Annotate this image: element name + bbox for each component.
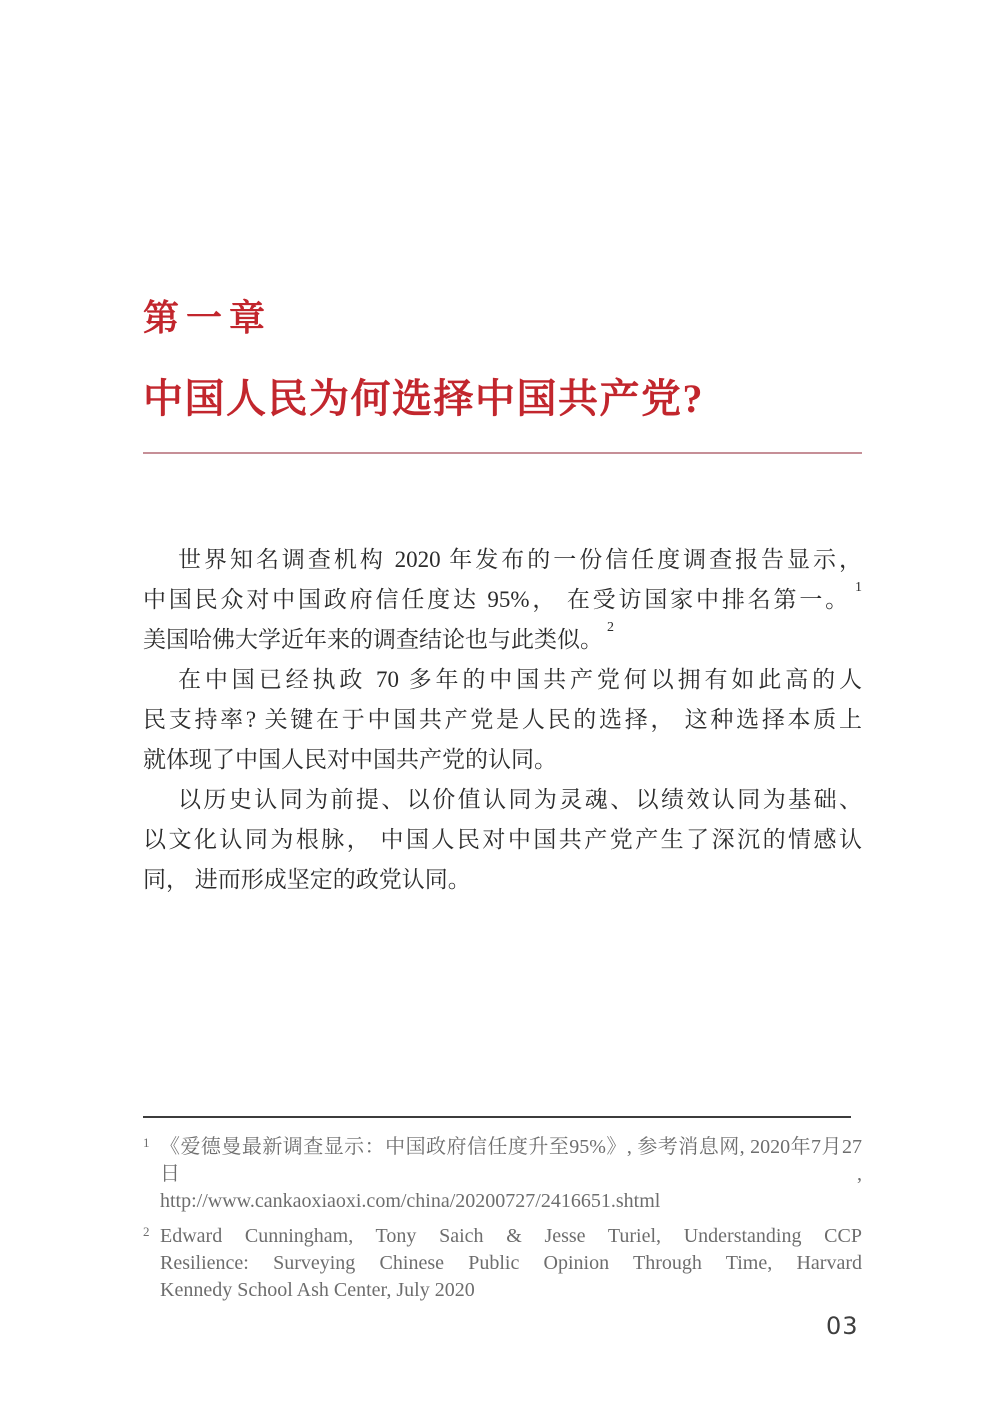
body-line bbox=[143, 700, 862, 740]
body-line-text: 民支持率? 关键在于中国共产党是人民的选择， 这种选择本质上 bbox=[143, 707, 862, 732]
footnote-reference: 1 bbox=[855, 579, 862, 595]
title-rule bbox=[143, 452, 862, 454]
footnote bbox=[143, 1134, 862, 1215]
body-line bbox=[143, 580, 862, 620]
page-number: 03 bbox=[826, 1312, 859, 1340]
body-line bbox=[143, 740, 862, 780]
footnote-line: 《爱德曼最新调查显示：中国政府信任度升至95%》, 参考消息网, 2020年7月27日, bbox=[160, 1136, 862, 1185]
body-line bbox=[143, 620, 862, 660]
body-line-text: 世界知名调查机构 2020 年发布的一份信任度调查报告显示， bbox=[178, 547, 862, 572]
footnote-line: http://www.cankaoxiaoxi.com/china/20200727/2416651.shtml bbox=[160, 1190, 661, 1212]
body-line bbox=[143, 540, 862, 580]
body-line-text: 中国民众对中国政府信任度达 95%， 在受访国家中排名第一。 bbox=[143, 587, 851, 612]
footnote-line: Resilience: Surveying Chinese Public Opinion Through Time, Harvard bbox=[160, 1252, 862, 1274]
footnotes-section bbox=[143, 1134, 862, 1304]
footnote-marker: 1 bbox=[143, 1135, 150, 1150]
body-line-text: 在中国已经执政 70 多年的中国共产党何以拥有如此高的人 bbox=[178, 667, 862, 692]
chapter-title: 中国人民为何选择中国共产党? bbox=[143, 376, 704, 421]
body-line bbox=[143, 820, 862, 860]
body-line-text: 以文化认同为根脉， 中国人民对中国共产党产生了深沉的情感认 bbox=[143, 827, 862, 852]
body-line-text: 同， 进而形成坚定的政党认同。 bbox=[143, 867, 471, 892]
body-text bbox=[143, 540, 862, 900]
footnote-divider bbox=[143, 1116, 851, 1118]
body-line bbox=[143, 860, 862, 900]
footnote bbox=[143, 1223, 862, 1304]
footnote-marker: 2 bbox=[143, 1224, 150, 1239]
footnote-line: Kennedy School Ash Center, July 2020 bbox=[160, 1279, 475, 1301]
body-paragraph bbox=[143, 660, 862, 780]
body-paragraph bbox=[143, 780, 862, 900]
body-paragraph bbox=[143, 540, 862, 660]
footnote-reference: 2 bbox=[607, 619, 614, 635]
body-line bbox=[143, 780, 862, 820]
body-line bbox=[143, 660, 862, 700]
body-line-text: 就体现了中国人民对中国共产党的认同。 bbox=[143, 747, 557, 772]
footnote-line: Edward Cunningham, Tony Saich & Jesse Turiel, Understanding CCP bbox=[160, 1225, 862, 1247]
body-line-text: 美国哈佛大学近年来的调查结论也与此类似。 bbox=[143, 627, 603, 652]
chapter-label: 第一章 bbox=[143, 298, 273, 338]
body-line-text: 以历史认同为前提、以价值认同为灵魂、以绩效认同为基础、 bbox=[178, 787, 862, 812]
